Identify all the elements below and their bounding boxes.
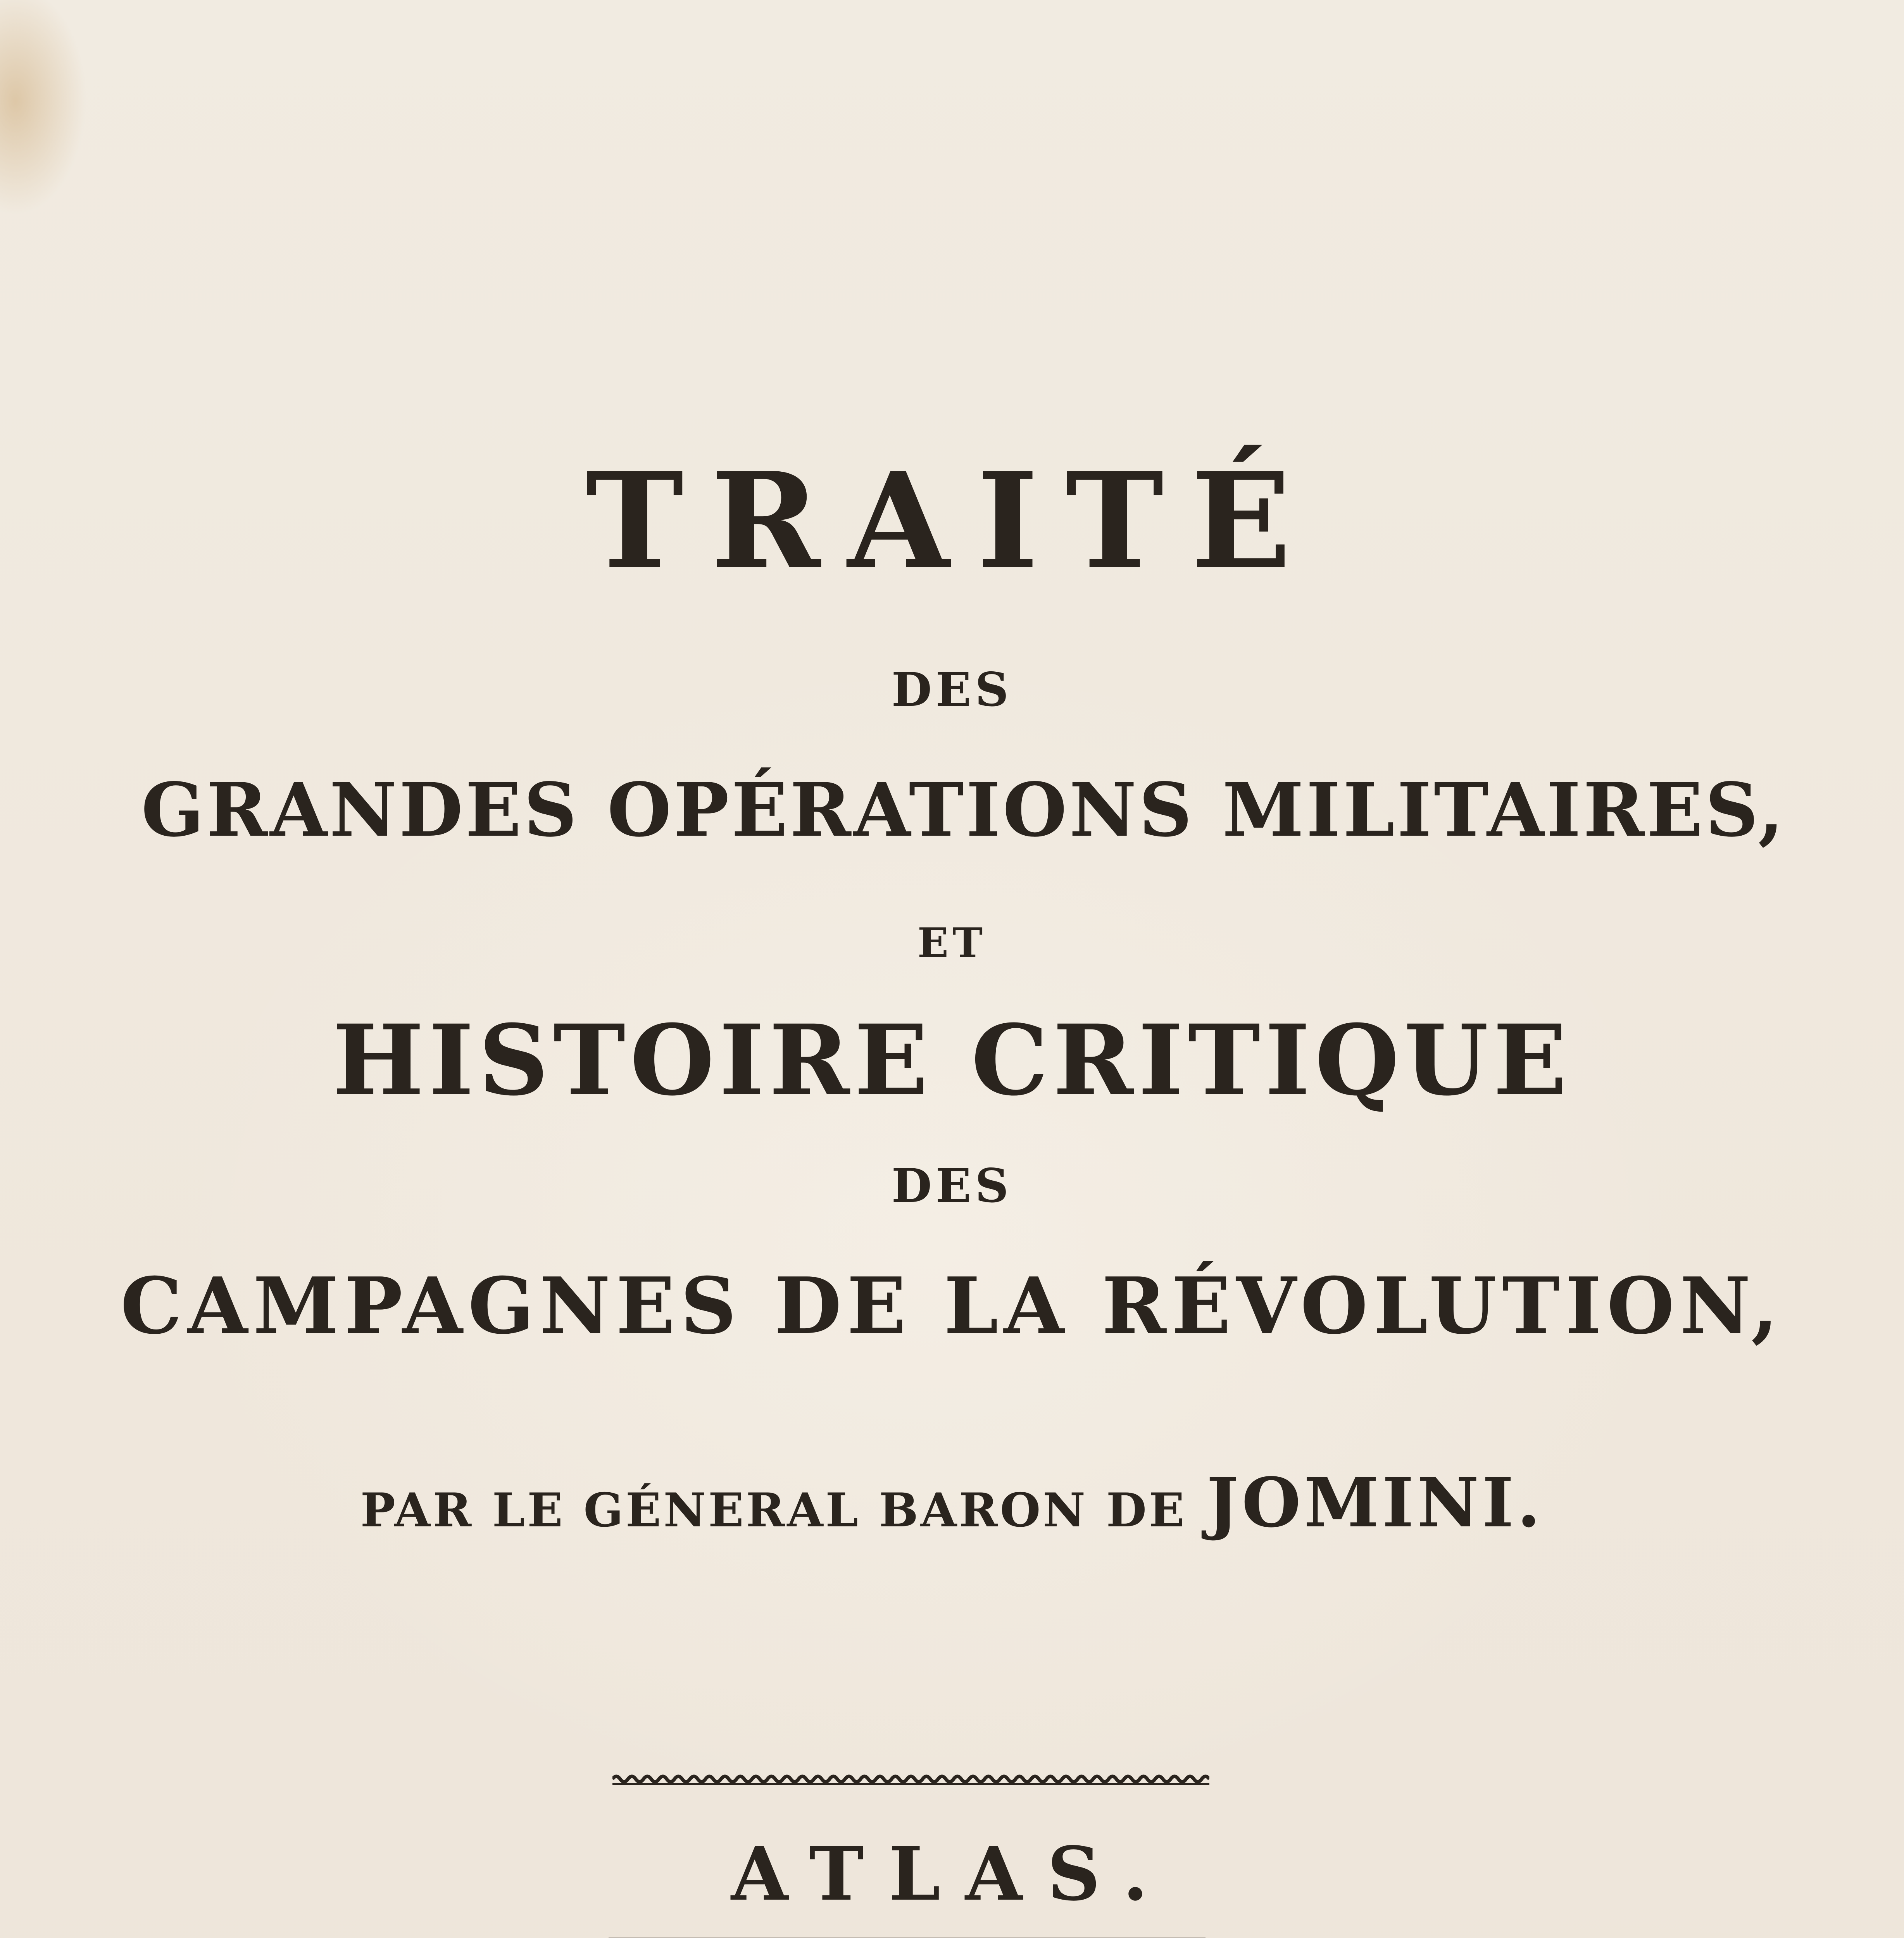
author-name: JOMINI. [1206,1463,1544,1543]
subtitle-operations: GRANDES OPÉRATIONS MILITAIRES, [141,767,1786,853]
subtitle-campagnes: CAMPAGNES DE LA RÉVOLUTION, [120,1260,1784,1352]
author-prefix: PAR LE GÉNERAL BARON DE [360,1483,1187,1538]
des-line-1: DES [891,662,1013,717]
book-title: TRAITÉ [585,444,1319,598]
author-line [0,1463,1904,1543]
ornamental-rule-top [612,1771,1209,1787]
des-line-2: DES [891,1159,1013,1213]
ornamental-rule-bottom [609,1936,1206,1938]
conjunction-et: ET [917,919,987,967]
subtitle-histoire-critique: HISTOIRE CRITIQUE [332,1003,1572,1117]
volume-label: ATLAS. [731,1831,1173,1917]
